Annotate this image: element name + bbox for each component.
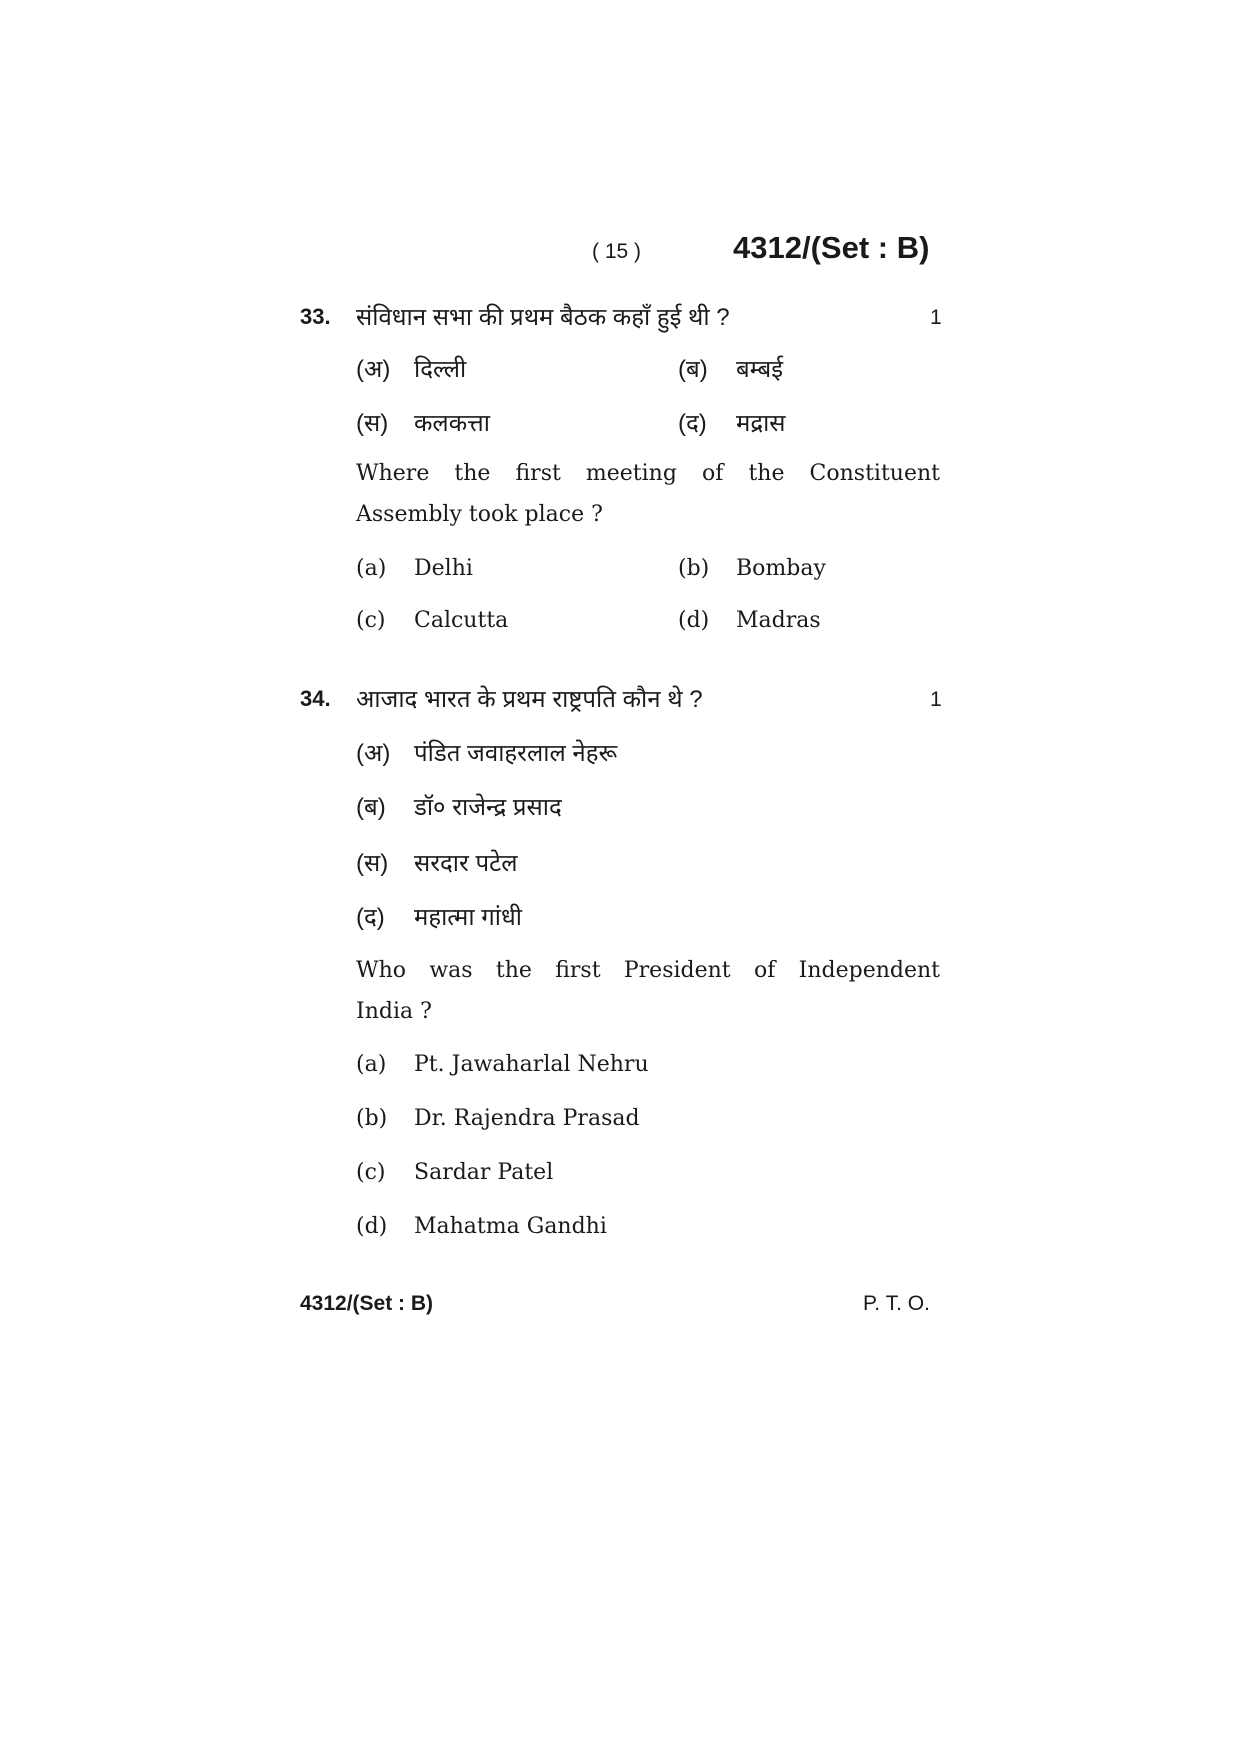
question-34-english-text bbox=[356, 950, 940, 1032]
question-number-34: 34. bbox=[300, 686, 331, 711]
q33-hindi-option-label: (द) bbox=[678, 410, 707, 437]
footer-pto: P. T. O. bbox=[863, 1292, 930, 1315]
q34-hindi-option-label: (ब) bbox=[356, 794, 386, 821]
q34-hindi-option-text: डॉ० राजेन्द्र प्रसाद bbox=[414, 794, 562, 821]
q34-english-option-label: (d) bbox=[356, 1214, 388, 1239]
q33-hindi-option-label: (स) bbox=[356, 410, 389, 437]
question-33-english-line: Assembly took place ? bbox=[356, 502, 603, 527]
q33-hindi-option-text: दिल्ली bbox=[414, 356, 467, 383]
paper-code-header: 4312/(Set : B) bbox=[733, 230, 930, 265]
q34-hindi-option-text: महात्मा गांधी bbox=[414, 904, 522, 931]
q34-hindi-option-label: (स) bbox=[356, 850, 389, 877]
q34-hindi-option-text: पंडित जवाहरलाल नेहरू bbox=[414, 740, 618, 767]
q33-english-option-label: (a) bbox=[356, 556, 387, 581]
q33-english-option-text: Calcutta bbox=[414, 608, 509, 633]
q33-hindi-option-text: मद्रास bbox=[736, 410, 786, 437]
q34-hindi-option-label: (द) bbox=[356, 904, 385, 931]
q34-english-option-text: Sardar Patel bbox=[414, 1160, 554, 1185]
question-33-english-line: Where the first meeting of the Constituent bbox=[356, 461, 940, 486]
q34-english-option-text: Dr. Rajendra Prasad bbox=[414, 1106, 640, 1131]
footer-paper-code: 4312/(Set : B) bbox=[300, 1292, 434, 1315]
question-34-marks: 1 bbox=[930, 688, 942, 711]
question-34-hindi-text: आजाद भारत के प्रथम राष्ट्रपति कौन थे ? bbox=[356, 686, 703, 713]
q33-hindi-option-label: (ब) bbox=[678, 356, 708, 383]
q34-english-option-label: (a) bbox=[356, 1052, 387, 1077]
q33-hindi-option-label: (अ) bbox=[356, 356, 391, 383]
q34-english-option-label: (b) bbox=[356, 1106, 388, 1131]
q33-english-option-label: (d) bbox=[678, 608, 710, 633]
question-33-hindi-text: संविधान सभा की प्रथम बैठक कहाँ हुई थी ? bbox=[356, 304, 730, 331]
q34-hindi-option-text: सरदार पटेल bbox=[414, 850, 518, 877]
q34-english-option-label: (c) bbox=[356, 1160, 386, 1185]
question-33-marks: 1 bbox=[930, 306, 942, 329]
q33-english-option-label: (c) bbox=[356, 608, 386, 633]
q33-english-option-text: Bombay bbox=[736, 556, 826, 581]
question-34-english-line: Who was the first President of Independent bbox=[356, 958, 940, 983]
q34-english-option-text: Pt. Jawaharlal Nehru bbox=[414, 1052, 649, 1077]
question-34-english-line: India ? bbox=[356, 999, 432, 1024]
page-number: ( 15 ) bbox=[592, 240, 642, 263]
q34-english-option-text: Mahatma Gandhi bbox=[414, 1214, 607, 1239]
q34-hindi-option-label: (अ) bbox=[356, 740, 391, 767]
q33-hindi-option-text: कलकत्ता bbox=[414, 410, 490, 437]
question-33-english-text bbox=[356, 453, 940, 535]
q33-hindi-option-text: बम्बई bbox=[736, 356, 783, 383]
q33-english-option-label: (b) bbox=[678, 556, 710, 581]
q33-english-option-text: Delhi bbox=[414, 556, 473, 581]
question-number-33: 33. bbox=[300, 304, 331, 329]
q33-english-option-text: Madras bbox=[736, 608, 821, 633]
